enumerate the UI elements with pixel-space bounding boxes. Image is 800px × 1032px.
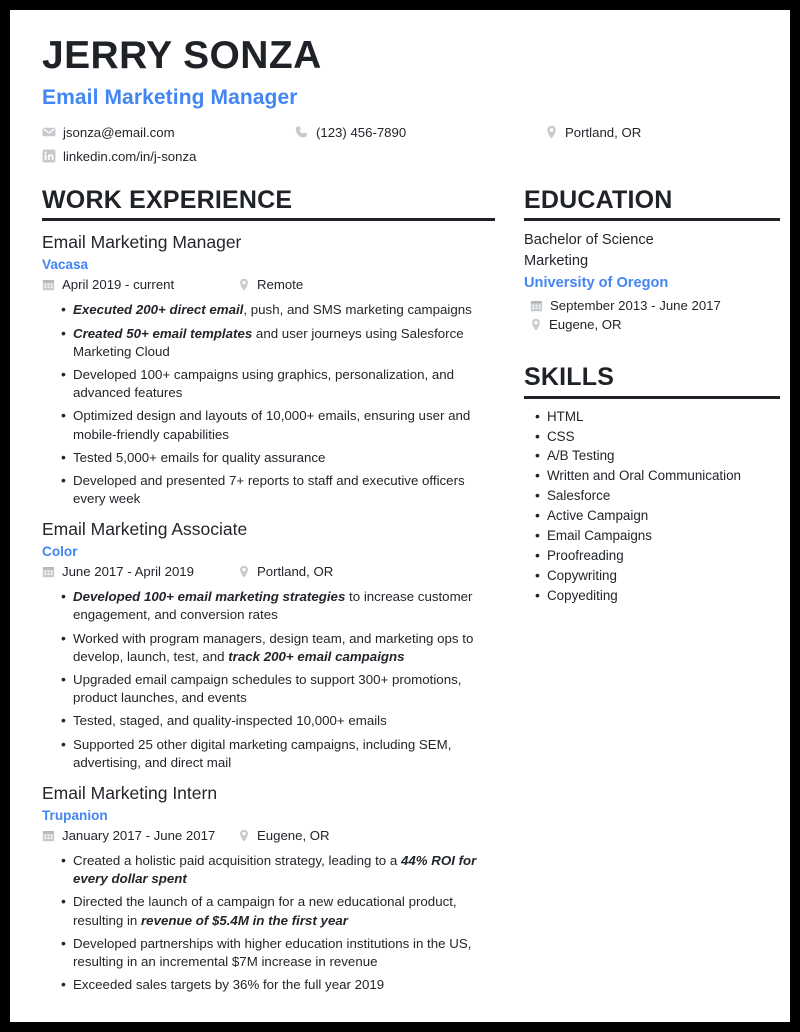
job-dates — [42, 277, 174, 292]
page-title: JERRY SONZA — [42, 34, 322, 77]
education-dates — [524, 298, 768, 313]
left-column — [32, 187, 502, 999]
education-dates-label: September 2013 - June 2017 — [550, 298, 721, 314]
section-heading-skills: SKILLS — [524, 363, 615, 392]
location-pin-icon — [530, 318, 542, 331]
job-entry — [32, 232, 486, 508]
linkedin-icon — [42, 149, 56, 163]
contact-info-group — [42, 125, 768, 173]
skill-item: • CSS — [547, 427, 768, 447]
bullet-item: • Developed 100+ campaigns using graphics, personalization, and advanced features — [73, 366, 486, 402]
job-location — [238, 828, 330, 843]
skill-item: • Email Campaigns — [547, 526, 768, 546]
bullet-emphasis: Executed 200+ direct email — [73, 302, 244, 318]
job-title: Email Marketing Intern — [42, 783, 218, 804]
bullet-item: • Supported 25 other digital marketing campaigns, including SEM, advertising, and direct mail — [73, 736, 486, 772]
bullet-item: • Developed partnerships with higher education institutions in the US, resulting in an incremental $7M increase in revenue — [73, 935, 486, 971]
skills-list — [514, 407, 768, 607]
bullet-item: • Created a holistic paid acquisition strategy, leading to a 44% ROI for every dollar spent — [73, 852, 486, 888]
contact-location-label: Portland, OR — [565, 124, 642, 140]
calendar-icon — [530, 299, 543, 312]
calendar-icon — [42, 565, 55, 578]
education-school: University of Oregon — [524, 274, 669, 291]
job-dates-label: June 2017 - April 2019 — [62, 564, 194, 580]
section-heading-education: EDUCATION — [524, 185, 673, 214]
job-title: Email Marketing Manager — [42, 232, 242, 253]
job-location-label: Portland, OR — [257, 564, 334, 580]
job-location — [238, 277, 303, 292]
job-title: Email Marketing Associate — [42, 519, 248, 540]
section-divider — [42, 218, 495, 221]
job-location-label: Remote — [257, 277, 304, 293]
bullet-item: • Developed 100+ email marketing strategies to increase customer engagement, and conversion rates — [73, 588, 486, 624]
phone-icon — [295, 125, 309, 139]
right-column — [502, 187, 768, 999]
contact-email-label: jsonza@email.com — [63, 124, 175, 140]
bullet-emphasis: revenue of $5.4M in the first year — [141, 912, 348, 928]
bullet-item: • Developed and presented 7+ reports to staff and executive officers every week — [73, 472, 486, 508]
bullet-item: • Tested, staged, and quality-inspected 10,000+ emails — [73, 712, 486, 730]
location-pin-icon — [545, 125, 558, 139]
contact-linkedin[interactable] — [42, 149, 196, 164]
bullet-item: • Exceeded sales targets by 36% for the full year 2019 — [73, 976, 486, 994]
location-pin-icon — [238, 829, 250, 842]
education-entry — [514, 230, 768, 332]
education-location-label: Eugene, OR — [549, 317, 622, 333]
education-degree: Bachelor of Science — [524, 232, 654, 249]
contact-email[interactable] — [42, 125, 175, 140]
resume-page — [10, 10, 790, 1022]
skill-item: • HTML — [547, 407, 768, 427]
job-meta — [42, 828, 486, 848]
bullet-item: • Upgraded email campaign schedules to support 300+ promotions, product launches, and events — [73, 671, 486, 707]
contact-phone[interactable] — [295, 125, 406, 140]
education-field: Marketing — [524, 253, 589, 270]
bullet-emphasis: Developed 100+ email marketing strategies — [73, 589, 346, 605]
calendar-icon — [42, 829, 55, 842]
skill-item: • Proofreading — [547, 546, 768, 566]
skill-item: • Salesforce — [547, 486, 768, 506]
education-location — [524, 317, 768, 332]
job-location-label: Eugene, OR — [257, 827, 330, 843]
skill-item: • Copywriting — [547, 566, 768, 586]
job-dates-label: April 2019 - current — [62, 277, 175, 293]
bullet-item: • Created 50+ email templates and user journeys using Salesforce Marketing Cloud — [73, 325, 486, 361]
skill-item: • A/B Testing — [547, 446, 768, 466]
resume-header — [32, 36, 768, 173]
section-divider — [524, 218, 780, 221]
job-location — [238, 564, 333, 579]
job-company: Color — [42, 544, 78, 560]
job-meta — [42, 277, 486, 297]
contact-location — [545, 125, 641, 140]
bullet-emphasis: 44% ROI for every dollar spent — [73, 852, 477, 887]
bullet-emphasis: track 200+ email campaigns — [228, 648, 405, 664]
job-dates — [42, 564, 194, 579]
skill-item: • Active Campaign — [547, 506, 768, 526]
bullet-item: • Tested 5,000+ emails for quality assurance — [73, 449, 486, 467]
bullet-emphasis: Created 50+ email templates — [73, 325, 253, 341]
job-meta — [42, 564, 486, 584]
location-pin-icon — [238, 565, 250, 578]
section-divider — [524, 396, 780, 399]
envelope-icon — [42, 125, 56, 139]
section-heading-work-experience: WORK EXPERIENCE — [42, 185, 293, 214]
bullet-item: • Directed the launch of a campaign for a new educational product, resulting in revenue of $5.4M in the first year — [73, 893, 486, 929]
bullet-item: • Executed 200+ direct email, push, and SMS marketing campaigns — [73, 301, 486, 319]
skill-item: • Copyediting — [547, 586, 768, 606]
contact-linkedin-label: linkedin.com/in/j-sonza — [63, 148, 197, 164]
job-dates-label: January 2017 - June 2017 — [62, 827, 216, 843]
job-company: Vacasa — [42, 257, 89, 273]
bullet-item: • Optimized design and layouts of 10,000+ emails, ensuring user and mobile-friendly capabilities — [73, 407, 486, 443]
job-dates — [42, 828, 215, 843]
job-company: Trupanion — [42, 807, 108, 823]
job-title-subheading: Email Marketing Manager — [42, 85, 298, 109]
skill-item: • Written and Oral Communication — [547, 466, 768, 486]
contact-phone-label: (123) 456-7890 — [316, 124, 407, 140]
job-entry — [32, 783, 486, 994]
job-bullet-list — [42, 301, 486, 508]
location-pin-icon — [238, 278, 250, 291]
calendar-icon — [42, 278, 55, 291]
bullet-item: • Worked with program managers, design team, and marketing ops to develop, launch, test, and track 200+ email campaigns — [73, 630, 486, 666]
job-bullet-list — [42, 588, 486, 772]
job-entry — [32, 519, 486, 772]
job-bullet-list — [42, 852, 486, 994]
